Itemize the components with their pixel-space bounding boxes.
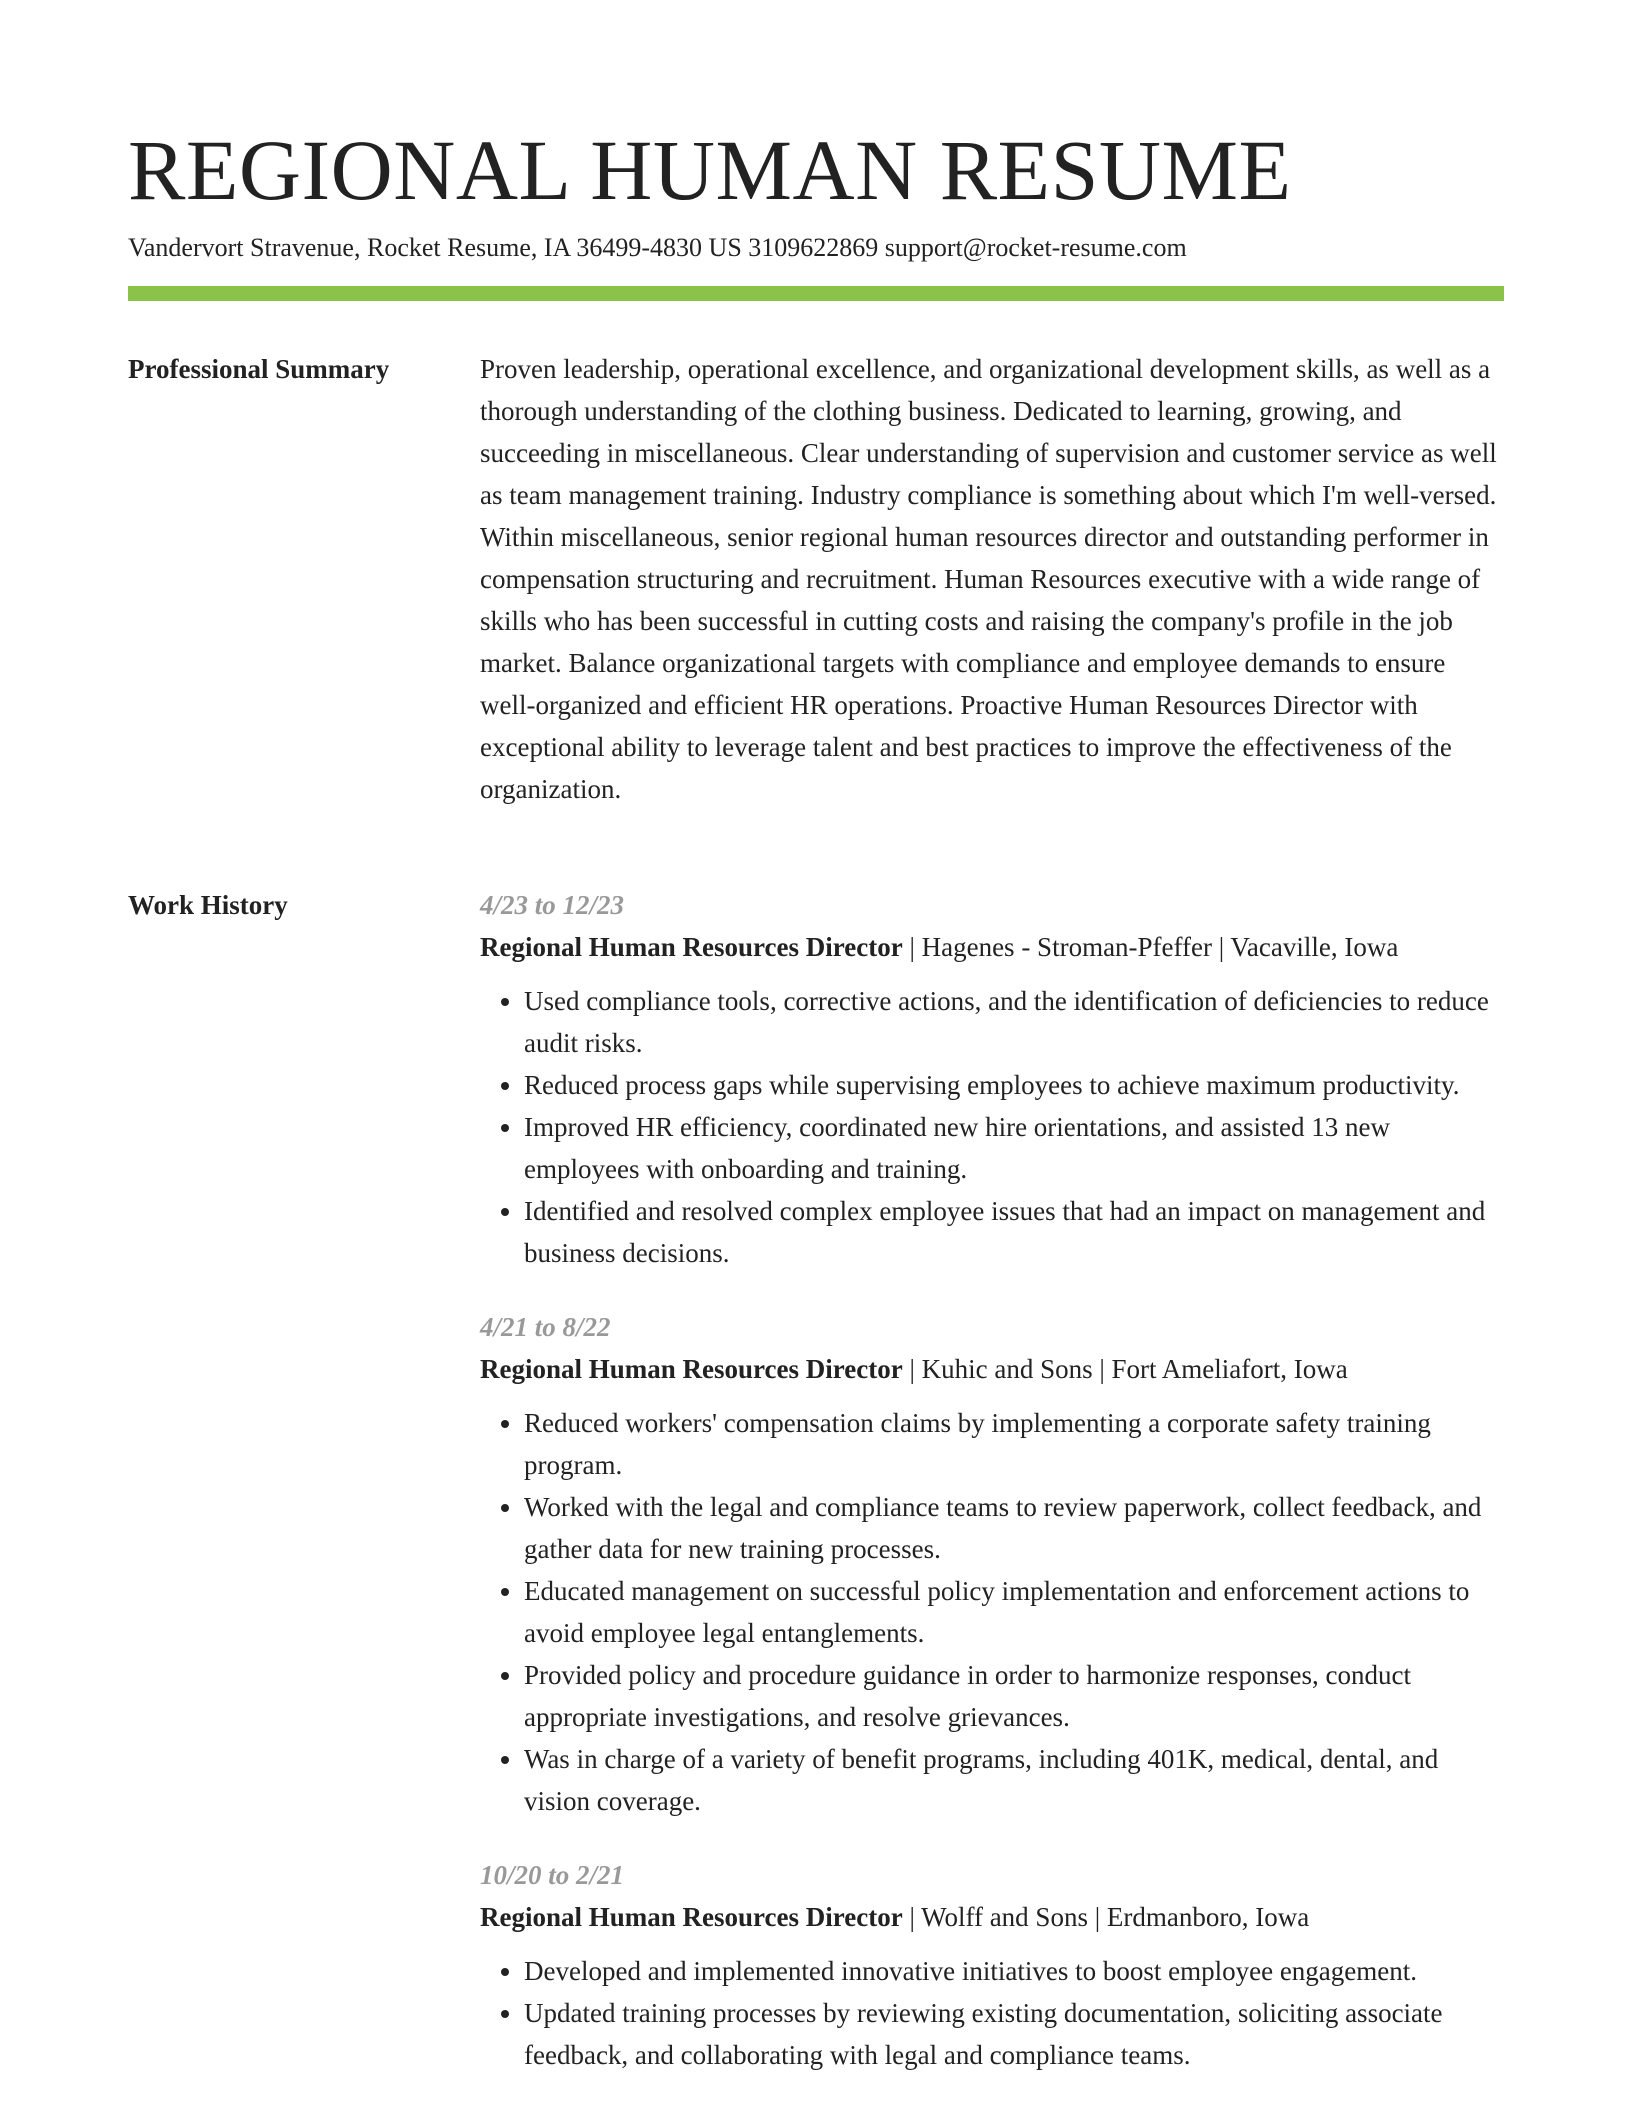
job-bullet: • Reduced process gaps while supervising employees to achieve maximum productivity.	[524, 1064, 1504, 1106]
job-title: Regional Human Resources Director	[480, 1354, 903, 1384]
job-dates: 4/23 to 12/23	[480, 890, 625, 920]
job-title-line	[480, 1896, 1504, 1938]
job-bullet: • Improved HR efficiency, coordinated new hire orientations, and assisted 13 new employees with onboarding and training.	[524, 1106, 1504, 1190]
job-title-line	[480, 926, 1504, 968]
job-bullets	[480, 1950, 1504, 2076]
header-accent-rule	[128, 286, 1504, 301]
job-bullet: • Used compliance tools, corrective actions, and the identification of deficiencies to reduce audit risks.	[524, 980, 1504, 1064]
job-entry	[480, 884, 1504, 1274]
work-history	[480, 884, 1504, 2076]
job-bullet: • Was in charge of a variety of benefit programs, including 401K, medical, dental, and vision coverage.	[524, 1738, 1504, 1822]
job-title-line	[480, 1348, 1504, 1390]
summary-text: Proven leadership, operational excellence, and organizational development skills, as well as a thorough understanding of the clothing business. Dedicated to learning, growing, and succeeding in miscellaneous. Clear understanding of supervision and customer service as well as team management training. Industry compliance is something about which I'm well-versed. Within miscellaneous, senior regional human resources director and outstanding performer in compensation structuring and recruitment. Human Resources executive with a wide range of skills who has been successful in cutting costs and raising the company's profile in the job market. Balance organizational targets with compliance and employee demands to ensure well-organized and efficient HR operations. Proactive Human Resources Director with exceptional ability to leverage talent and best practices to improve the effectiveness of the organization.	[480, 354, 1497, 804]
job-bullets	[480, 1402, 1504, 1822]
job-bullet: • Updated training processes by reviewing existing documentation, soliciting associate feedback, and collaborating with legal and compliance teams.	[524, 1992, 1504, 2076]
job-bullet: • Worked with the legal and compliance teams to review paperwork, collect feedback, and gather data for new training processes.	[524, 1486, 1504, 1570]
job-bullet: • Reduced workers' compensation claims by implementing a corporate safety training program.	[524, 1402, 1504, 1486]
job-bullets	[480, 980, 1504, 1274]
contact-info: Vandervort Stravenue, Rocket Resume, IA 36499-4830 US 3109622869 support@rocket-resume.com	[128, 233, 1187, 262]
section-heading-professional-summary: Professional Summary	[128, 354, 390, 384]
job-title: Regional Human Resources Director	[480, 932, 903, 962]
job-dates: 4/21 to 8/22	[480, 1312, 611, 1342]
job-entry	[480, 1854, 1504, 2076]
job-details: | Wolff and Sons | Erdmanboro, Iowa	[902, 1902, 1310, 1932]
job-details: | Kuhic and Sons | Fort Ameliafort, Iowa	[902, 1354, 1348, 1384]
job-details: | Hagenes - Stroman-Pfeffer | Vacaville, Iowa	[902, 932, 1399, 962]
job-entry	[480, 1306, 1504, 1822]
job-bullet: • Provided policy and procedure guidance in order to harmonize responses, conduct appropriate investigations, and resolve grievances.	[524, 1654, 1504, 1738]
job-bullet: • Identified and resolved complex employee issues that had an impact on management and business decisions.	[524, 1190, 1504, 1274]
professional-summary	[480, 348, 1504, 810]
job-bullet: • Educated management on successful policy implementation and enforcement actions to avoid employee legal entanglements.	[524, 1570, 1504, 1654]
resume-name: REGIONAL HUMAN RESUME	[128, 122, 1292, 218]
section-heading-work-history: Work History	[128, 890, 288, 920]
job-dates: 10/20 to 2/21	[480, 1860, 625, 1890]
job-title: Regional Human Resources Director	[480, 1902, 903, 1932]
job-bullet: • Developed and implemented innovative initiatives to boost employee engagement.	[524, 1950, 1504, 1992]
